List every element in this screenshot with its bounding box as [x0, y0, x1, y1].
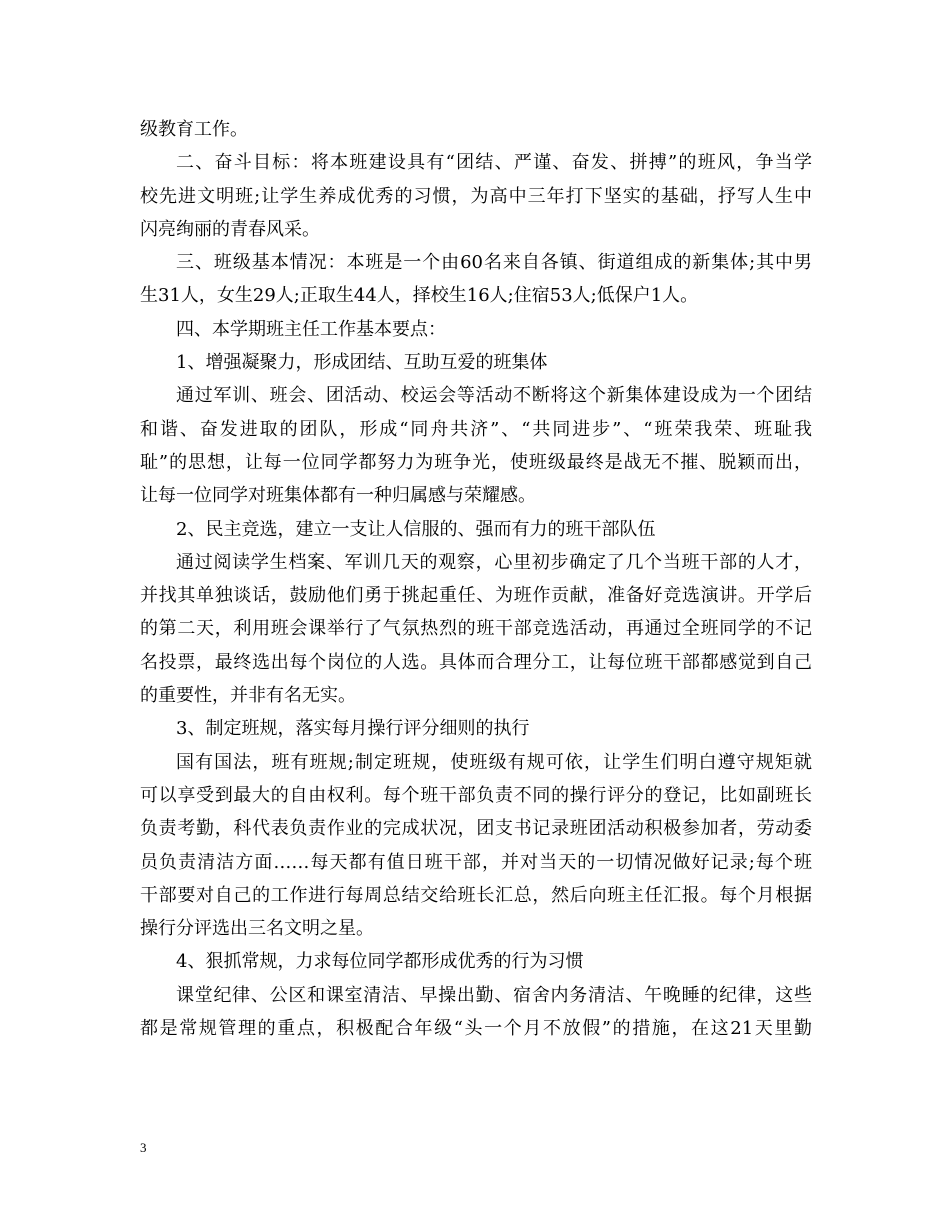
- text-line: 校先进文明班;让学生养成优秀的习惯，为高中三年打下坚实的基础，抒写人生中: [140, 185, 812, 207]
- text-line: 耻”的思想，让每一位同学都努力为班争光，使班级最终是战无不摧、脱颖而出，: [140, 451, 812, 473]
- text-line: 国有国法，班有班规;制定班规，使班级有规可依，让学生们明白遵守规矩就: [176, 751, 812, 773]
- subsection-heading: 4、狠抓常规，力求每位同学都形成优秀的行为习惯: [176, 951, 584, 973]
- paragraph-heading: 三、班级基本情况：本班是一个由60名来自各镇、街道组成的新集体;其中男: [176, 252, 812, 274]
- text-line: 的第二天，利用班会课举行了气氛热烈的班干部竞选活动，再通过全班同学的不记: [140, 618, 812, 640]
- text-line: 和谐、奋发进取的团队，形成“同舟共济”、“共同进步”、“班荣我荣、班耻我: [140, 418, 812, 440]
- text-line: 干部要对自己的工作进行每周总结交给班长汇总，然后向班主任汇报。每个月根据: [140, 884, 812, 906]
- text-line: 员负责清洁方面……每天都有值日班干部，并对当天的一切情况做好记录;每个班: [140, 851, 812, 873]
- subsection-heading: 1、增强凝聚力，形成团结、互助互爱的班集体: [176, 352, 548, 374]
- subsection-heading: 3、制定班规，落实每月操行评分细则的执行: [176, 718, 530, 740]
- text-line: 可以享受到最大的自由权利。每个班干部负责不同的操行评分的登记，比如副班长: [140, 784, 812, 806]
- text-line: 课堂纪律、公区和课室清洁、早操出勤、宿舍内务清洁、午晚睡的纪律，这些: [176, 984, 812, 1006]
- text-line: 的重要性，并非有名无实。: [140, 685, 356, 707]
- text-line: 并找其单独谈话，鼓励他们勇于挑起重任、为班作贡献，准备好竞选演讲。开学后: [140, 585, 812, 607]
- text-line: 通过阅读学生档案、军训几天的观察，心里初步确定了几个当班干部的人才，: [176, 551, 812, 573]
- text-line: 名投票，最终选出每个岗位的人选。具体而合理分工，让每位班干部都感觉到自己: [140, 651, 812, 673]
- document-body: [140, 113, 812, 1045]
- text-line: 生31人，女生29人;正取生44人，择校生16人;住宿53人;低保户1人。: [140, 285, 699, 307]
- text-line: 通过军训、班会、团活动、校运会等活动不断将这个新集体建设成为一个团结: [176, 385, 812, 407]
- paragraph-heading: 二、奋斗目标：将本班建设具有“团结、严谨、奋发、拼搏”的班风，争当学: [176, 152, 812, 174]
- subsection-heading: 2、民主竞选，建立一支让人信服的、强而有力的班干部队伍: [176, 518, 656, 540]
- text-line: 让每一位同学对班集体都有一种归属感与荣耀感。: [140, 485, 536, 507]
- text-line: 操行分评选出三名文明之星。: [140, 918, 374, 940]
- text-line: 闪亮绚丽的青春风采。: [140, 218, 320, 240]
- paragraph-heading: 四、本学期班主任工作基本要点：: [176, 318, 446, 340]
- text-line: 负责考勤，科代表负责作业的完成状况，团支书记录班团活动积极参加者，劳动委: [140, 818, 812, 840]
- page-number: 3: [140, 1140, 147, 1155]
- text-line: 都是常规管理的重点，积极配合年级“头一个月不放假”的措施，在这21天里勤: [140, 1018, 812, 1040]
- text-line: 级教育工作。: [140, 119, 248, 140]
